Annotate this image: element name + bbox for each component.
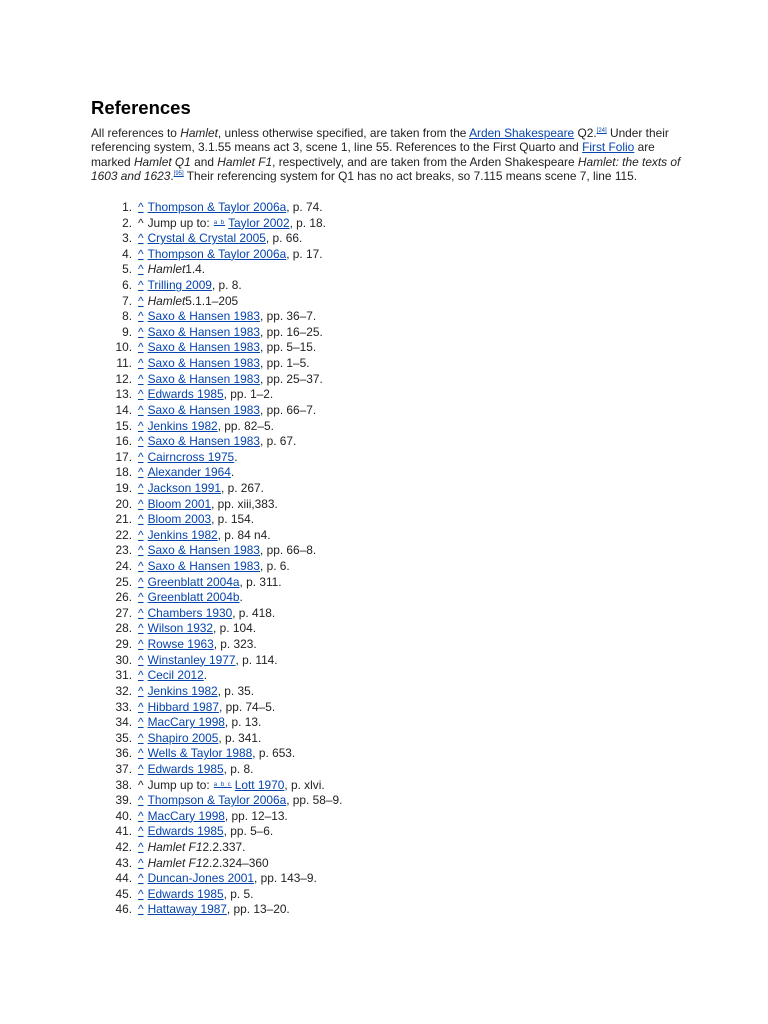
reference-number: 11. [116,356,132,371]
reference-number: 3. [122,231,132,246]
citation-pages: , p. 114. [235,652,278,667]
reference-item [91,528,342,544]
reference-number: 30. [115,652,132,667]
citation-pages: , pp. 1–5. [259,356,310,371]
reference-number: 7. [122,293,132,308]
citation-pages: 5.1.1–205 [185,293,239,308]
reference-number: 40. [115,808,132,823]
backlink-caret[interactable]: ^ [138,527,144,542]
reference-item [91,840,342,856]
reference-item [91,340,342,356]
jump-letter-links[interactable]: a b c [213,781,232,788]
citation-link[interactable]: Saxo & Hansen 1983 [147,309,260,324]
backlink-caret[interactable]: ^ [138,293,144,308]
reference-item [91,216,342,232]
footnote-ref-link[interactable] [597,128,607,134]
reference-item [91,778,342,794]
reference-number: 26. [115,590,132,605]
backlink-caret[interactable]: ^ [138,543,144,558]
reference-item [91,512,342,528]
citation-pages: , p. 17. [286,246,323,261]
jump-up-label: Jump up to: [147,777,210,792]
citation-pages: 1.4. [185,262,206,277]
backlink-caret[interactable]: ^ [138,387,144,402]
citation-link[interactable]: MacCary 1998 [147,715,225,730]
reference-item [91,356,342,372]
citation-pages: , pp. 82–5. [217,418,274,433]
citation-pages: , pp. 13–20. [226,902,290,917]
citation-link[interactable]: Cecil 2012 [147,668,204,683]
citation-pages: , p. 5. [223,886,254,901]
reference-item [91,902,342,918]
reference-number: 32. [115,683,132,698]
backlink-caret[interactable]: ^ [138,715,144,730]
backlink-caret[interactable]: ^ [138,652,144,667]
intro-italic-title: Hamlet Q1 [133,154,191,169]
intro-paragraph [91,126,681,183]
citation-pages: , pp. 12–13. [224,808,288,823]
reference-number: 13. [115,387,132,402]
citation-pages: , p. 67. [259,434,297,449]
reference-number: 16. [115,434,132,449]
reference-number: 41. [115,824,132,839]
citation-pages: , pp. 1–2. [223,387,274,402]
reference-number: 12. [115,371,132,386]
citation-pages: , p. 8. [223,761,254,776]
reference-item [91,262,342,278]
reference-item [91,746,342,762]
work-title: Hamlet F1 [147,855,203,870]
citation-link[interactable]: Saxo & Hansen 1983 [147,324,260,339]
citation-pages: , p. 341. [218,730,262,745]
reference-item [91,465,342,481]
intro-text: Q2. [574,126,597,140]
citation-pages: , p. 267. [220,480,264,495]
reference-number: 20. [115,496,132,511]
backlink-caret[interactable]: ^ [138,340,144,355]
backlink-caret[interactable]: ^ [138,730,144,745]
backlink-caret[interactable]: ^ [138,309,144,324]
reference-item [91,309,342,325]
backlink-caret[interactable]: ^ [138,683,144,698]
citation-link[interactable]: Shapiro 2005 [147,730,219,745]
reference-number: 14. [115,402,132,417]
reference-item [91,606,342,622]
backlink-caret[interactable]: ^ [138,668,144,683]
citation-link[interactable]: Bloom 2003 [147,512,212,527]
reference-item [91,621,342,637]
citation-link[interactable]: MacCary 1998 [147,808,225,823]
backlink-caret[interactable]: ^ [138,434,144,449]
citation-link[interactable]: Thompson & Taylor 2006a [147,200,287,214]
reference-number: 34. [115,715,132,730]
reference-item [91,731,342,747]
backlink-caret[interactable]: ^ [138,496,144,511]
reference-item [91,372,342,388]
citation-link[interactable]: Crystal & Crystal 2005 [147,231,266,246]
citation-link[interactable]: Jackson 1991 [147,480,221,495]
reference-item [91,715,342,731]
backlink-caret[interactable]: ^ [138,839,144,854]
reference-item [91,637,342,653]
backlink-caret[interactable]: ^ [138,200,144,214]
intro-text: Their referencing system for Q1 has no act breaks, so 7.115 means scene 7, line 115. [183,168,638,183]
citation-pages: , pp. 143–9. [254,871,317,886]
citation-pages: , p. 653. [252,746,296,761]
citation-pages: , p. 6. [259,559,290,574]
reference-number: 1. [122,200,132,214]
citation-pages: . [239,590,243,605]
reference-item [91,419,342,435]
citation-link[interactable]: Saxo & Hansen 1983 [147,559,260,574]
first-folio-link[interactable]: First Folio [582,140,635,155]
reference-number: 18. [115,465,132,480]
citation-link[interactable]: Wells & Taylor 1988 [147,746,253,761]
reference-item [91,434,342,450]
reference-number: 15. [115,418,132,433]
intro-text: are marked [91,140,655,169]
reference-number: 4. [122,246,132,261]
reference-number: 22. [115,527,132,542]
reference-number: 46. [115,902,132,917]
citation-link[interactable]: Saxo & Hansen 1983 [147,356,260,371]
reference-item [91,294,342,310]
reference-number: 6. [122,278,132,293]
citation-pages: , p. 323. [213,637,257,652]
arden-shakespeare-link[interactable]: Arden Shakespeare [469,126,575,140]
reference-item [91,497,342,513]
backlink-caret[interactable]: ^ [138,902,144,917]
citation-pages: , p. 418. [232,605,276,620]
backlink-caret[interactable]: ^ [138,699,144,714]
backlink-caret[interactable]: ^ [138,278,144,293]
reference-item [91,450,342,466]
reference-item [91,575,342,591]
citation-pages: , p. 35. [217,683,255,698]
reference-number: 39. [115,793,132,808]
citation-pages: 2.2.337. [202,839,246,854]
reference-item [91,653,342,669]
reference-item [91,762,342,778]
reference-item [91,325,342,341]
jump-letter-links[interactable]: a b [213,219,226,226]
intro-italic-title: Hamlet [180,126,218,140]
citation-link[interactable]: Edwards 1985 [147,761,224,776]
citation-link[interactable]: Saxo & Hansen 1983 [147,371,260,386]
backlink-caret: ^ [138,215,144,230]
reference-item [91,590,342,606]
backlink-caret[interactable]: ^ [138,746,144,761]
backlink-caret[interactable]: ^ [138,637,144,652]
reference-number: 44. [115,871,132,886]
intro-text: All references to [91,126,181,140]
reference-item [91,543,342,559]
reference-number: 45. [115,886,132,901]
backlink-caret[interactable]: ^ [138,886,144,901]
intro-italic-title: Hamlet: the texts of 1603 and 1623 [91,154,681,183]
reference-number: 38. [115,777,132,792]
backlink-caret[interactable]: ^ [138,559,144,574]
reference-item [91,793,342,809]
citation-link[interactable]: Lott 1970 [234,777,285,792]
backlink-caret[interactable]: ^ [138,590,144,605]
intro-text: Under their referencing system, 3.1.55 means act 3, scene 1, line 55. References to the First Quarto and [91,126,669,155]
intro-text: , unless otherwise specified, are taken from the [217,126,470,140]
citation-pages: , p. xlvi. [284,777,325,792]
citation-pages: , p. 311. [239,574,282,589]
citation-pages: . [203,668,208,683]
reference-number: 17. [115,449,132,464]
backlink-caret[interactable]: ^ [138,871,144,886]
backlink-caret[interactable]: ^ [138,465,144,480]
citation-pages: , p. 84 n4. [217,527,271,542]
footnote-ref-label[interactable]: [95] [173,170,184,177]
citation-link[interactable]: Edwards 1985 [147,824,224,839]
citation-link[interactable]: Winstanley 1977 [147,652,236,667]
work-title: Hamlet [147,262,186,277]
footnote-ref-link[interactable] [174,171,184,177]
citation-link[interactable]: Trilling 2009 [147,278,212,293]
intro-text: , respectively, and are taken from the Arden Shakespeare [272,154,578,169]
backlink-caret[interactable]: ^ [138,761,144,776]
backlink-caret[interactable]: ^ [138,824,144,839]
intro-text: and [190,154,218,169]
citation-link[interactable]: Edwards 1985 [147,886,224,901]
reference-number: 25. [115,574,132,589]
backlink-caret[interactable]: ^ [138,246,144,261]
backlink-caret[interactable]: ^ [138,605,144,620]
reference-number: 35. [115,730,132,745]
reference-item [91,856,342,872]
citation-pages: 2.2.324–360 [202,855,269,870]
reference-number: 8. [122,309,132,324]
reference-item [91,700,342,716]
reference-item [91,559,342,575]
citation-link[interactable]: Jenkins 1982 [147,683,218,698]
citation-pages: , p. 66. [265,231,303,246]
citation-pages: , pp. xiii,383. [211,496,278,511]
reference-number: 24. [115,559,132,574]
backlink-caret[interactable]: ^ [138,262,144,277]
reference-number: 37. [115,761,132,776]
citation-pages: . [230,465,235,480]
reference-item [91,481,342,497]
reference-number: 29. [115,637,132,652]
citation-link[interactable]: Greenblatt 2004a [147,574,240,589]
citation-link[interactable]: Thompson & Taylor 2006a [147,246,287,261]
citation-link[interactable]: Hattaway 1987 [147,902,227,917]
reference-number: 9. [122,324,132,339]
reference-item [91,403,342,419]
reference-number: 28. [115,621,132,636]
citation-link[interactable]: Taylor 2002 [228,215,290,230]
reference-number: 21. [115,512,132,527]
reference-number: 10. [115,340,132,355]
reference-number: 36. [115,746,132,761]
citation-pages: , pp. 16–25. [259,324,323,339]
backlink-caret[interactable]: ^ [138,324,144,339]
citation-pages: , p. 154. [211,512,255,527]
reference-number: 31. [115,668,132,683]
citation-link[interactable]: Jenkins 1982 [147,418,218,433]
citation-pages: , pp. 66–7. [259,402,317,417]
backlink-caret[interactable]: ^ [138,356,144,371]
backlink-caret[interactable]: ^ [138,512,144,527]
backlink-caret[interactable]: ^ [138,480,144,495]
citation-link[interactable]: Saxo & Hansen 1983 [147,340,260,355]
reference-item [91,887,342,903]
reference-item [91,231,342,247]
section-heading: References [91,97,191,118]
reference-item [91,278,342,294]
citation-link[interactable]: Saxo & Hansen 1983 [147,402,260,417]
backlink-caret[interactable]: ^ [138,371,144,386]
backlink-caret[interactable]: ^ [138,449,144,464]
citation-pages: , pp. 5–15. [259,340,317,355]
reference-number: 2. [122,215,132,230]
citation-pages: , pp. 36–7. [259,309,317,324]
reference-item [91,387,342,403]
backlink-caret[interactable]: ^ [138,418,144,433]
citation-pages: , pp. 25–37. [259,371,323,386]
citation-pages: , pp. 74–5. [219,699,276,714]
citation-link[interactable]: Alexander 1964 [147,465,231,480]
jump-up-label: Jump up to: [147,215,210,230]
intro-text: . [170,168,174,183]
reference-item [91,668,342,684]
citation-link[interactable]: Duncan-Jones 2001 [147,871,255,886]
backlink-caret[interactable]: ^ [138,855,144,870]
backlink-caret[interactable]: ^ [138,793,144,808]
reference-item [91,809,342,825]
reference-number: 19. [115,480,132,495]
reference-number: 5. [122,262,132,277]
citation-link[interactable]: Thompson & Taylor 2006a [147,793,287,808]
citation-link[interactable]: Saxo & Hansen 1983 [147,434,260,449]
citation-pages: . [234,449,238,464]
citation-pages: , p. 104. [213,621,257,636]
reference-item [91,200,342,216]
reference-item [91,684,342,700]
backlink-caret[interactable]: ^ [138,808,144,823]
backlink-caret[interactable]: ^ [138,574,144,589]
footnote-ref-label[interactable]: [24] [596,128,607,135]
backlink-caret[interactable]: ^ [138,621,144,636]
citation-link[interactable]: Hibbard 1987 [147,699,219,714]
intro-italic-title: Hamlet F1 [217,154,273,169]
citation-pages: , p. 8. [211,278,242,293]
backlink-caret: ^ [138,777,144,792]
backlink-caret[interactable]: ^ [138,231,144,246]
reference-number: 43. [115,855,132,870]
citation-pages: , p. 13. [224,715,262,730]
backlink-caret[interactable]: ^ [138,402,144,417]
citation-pages: , p. 74. [286,200,323,214]
reference-number: 42. [115,839,132,854]
citation-pages: , p. 18. [289,215,326,230]
references-list [91,200,342,918]
citation-link[interactable]: Rowse 1963 [147,637,214,652]
citation-pages: , pp. 66–8. [259,543,317,558]
reference-item [91,824,342,840]
reference-item [91,871,342,887]
reference-number: 33. [115,699,132,714]
reference-item [91,247,342,263]
citation-link[interactable]: Wilson 1932 [147,621,214,636]
work-title: Hamlet [147,293,186,308]
citation-link[interactable]: Edwards 1985 [147,387,224,402]
citation-link[interactable]: Cairncross 1975 [147,449,235,464]
reference-number: 27. [115,605,132,620]
reference-number: 23. [115,543,132,558]
citation-link[interactable]: Chambers 1930 [147,605,233,620]
citation-link[interactable]: Jenkins 1982 [147,527,218,542]
citation-pages: , pp. 58–9. [286,793,343,808]
citation-link[interactable]: Bloom 2001 [147,496,212,511]
citation-pages: , pp. 5–6. [223,824,274,839]
citation-link[interactable]: Greenblatt 2004b [147,590,240,605]
citation-link[interactable]: Saxo & Hansen 1983 [147,543,260,558]
work-title: Hamlet F1 [147,839,203,854]
